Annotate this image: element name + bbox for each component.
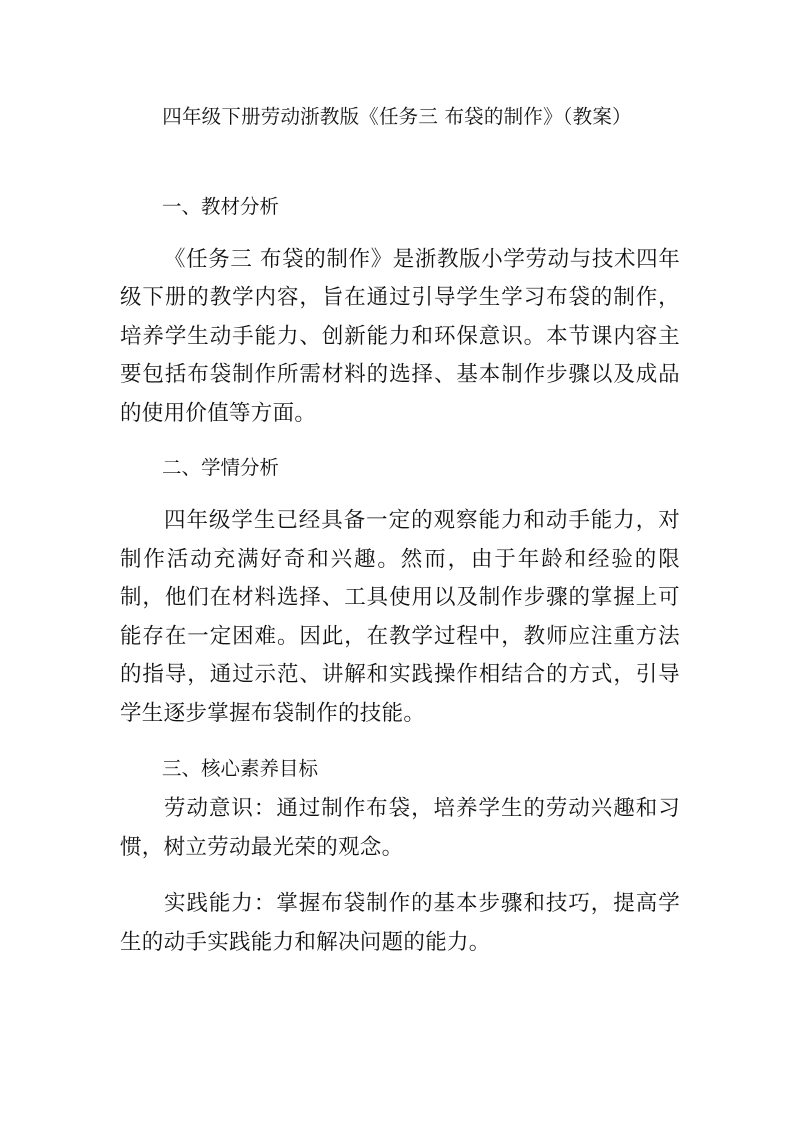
- paragraph-student-analysis: 四年级学生已经具备一定的观察能力和动手能力，对制作活动充满好奇和兴趣。然而，由于年龄和经验的限制，他们在材料选择、工具使用以及制作步骤的掌握上可能存在一定困难。因此，在教学过程中，教师应注重方法的指导，通过示范、讲解和实践操作相结合的方式，引导学生逐步掌握布袋制作的技能。: [120, 507, 680, 726]
- section-heading-textbook-analysis: 一、教材分析: [162, 195, 280, 218]
- paragraph-labor-awareness: 劳动意识：通过制作布袋，培养学生的劳动兴趣和习惯，树立劳动最光荣的观念。: [120, 796, 680, 860]
- document-body: [120, 188, 680, 962]
- section-heading-core-goals: 三、核心素养目标: [162, 756, 319, 780]
- paragraph-textbook-analysis: 《任务三 布袋的制作》是浙教版小学劳动与技术四年级下册的教学内容，旨在通过引导学生学习布袋的制作，培养学生动手能力、创新能力和环保意识。本节课内容主要包括布袋制作所需材料的选择、基本制作步骤以及成品的使用价值等方面。: [120, 246, 680, 426]
- paragraph-practical-ability: 实践能力：掌握布袋制作的基本步骤和技巧，提高学生的动手实践能力和解决问题的能力。: [120, 891, 680, 955]
- section-heading-student-analysis: 二、学情分析: [162, 456, 280, 480]
- document-title: 四年级下册劳动浙教版《任务三 布袋的制作》（教案）: [162, 105, 632, 128]
